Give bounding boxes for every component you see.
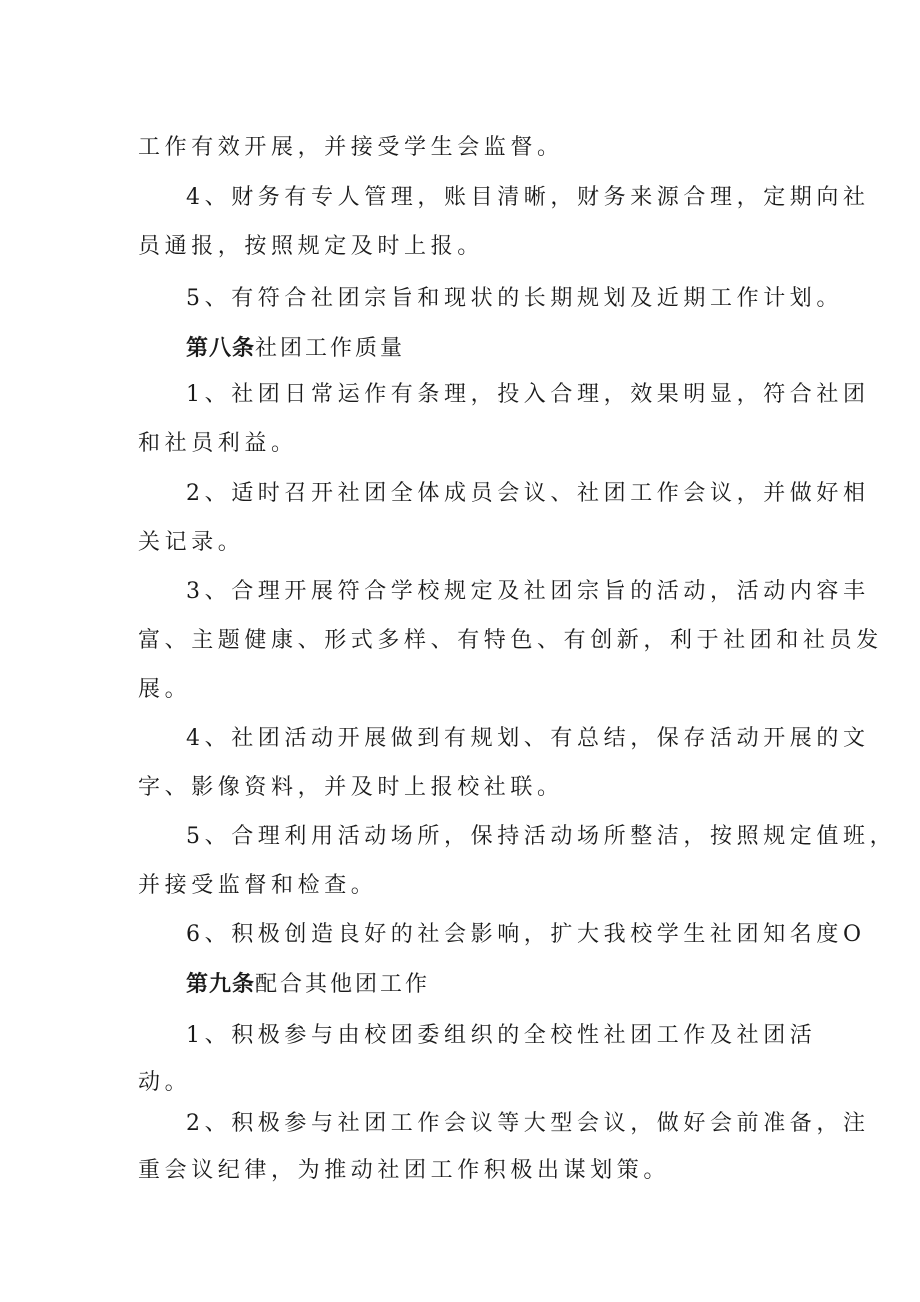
article-number: 第九条 <box>186 972 256 997</box>
paragraph-line: 并接受监督和检查。 <box>138 873 378 898</box>
paragraph-line: 重会议纪律，为推动社团工作积极出谋划策。 <box>138 1158 671 1183</box>
paragraph-line: 2、积极参与社团工作会议等大型会议，做好会前准备，注 <box>186 1111 870 1136</box>
article-title: 社团工作质量 <box>255 336 406 361</box>
paragraph-line: 2、适时召开社团全体成员会议、社团工作会议，并做好相 <box>186 481 870 506</box>
article-title: 配合其他团工作 <box>255 972 431 997</box>
article-heading <box>186 335 405 363</box>
paragraph-line: 1、积极参与由校团委组织的全校性社团工作及社团活 <box>186 1023 817 1048</box>
paragraph-line: 5、有符合社团宗旨和现状的长期规划及近期工作计划。 <box>186 286 843 311</box>
paragraph-line: 员通报，按照规定及时上报。 <box>138 234 484 259</box>
paragraph-line: 4、财务有专人管理，账目清晰，财务来源合理，定期向社 <box>186 185 870 210</box>
paragraph-line: 5、合理利用活动场所，保持活动场所整洁，按照规定值班， <box>186 824 897 849</box>
paragraph-line: 展。 <box>138 677 192 702</box>
paragraph-line: 关记录。 <box>138 530 245 555</box>
article-heading <box>186 971 430 999</box>
paragraph-line: 富、主题健康、形式多样、有特色、有创新，利于社团和社员发 <box>138 628 883 653</box>
paragraph-line: 3、合理开展符合学校规定及社团宗旨的活动，活动内容丰 <box>186 579 870 604</box>
paragraph-line: 工作有效开展，并接受学生会监督。 <box>138 135 564 160</box>
paragraph-line: 动。 <box>138 1070 192 1095</box>
paragraph-line: 和社员利益。 <box>138 431 298 456</box>
paragraph-line: 字、影像资料，并及时上报校社联。 <box>138 775 564 800</box>
paragraph-line: 1、社团日常运作有条理，投入合理，效果明显，符合社团 <box>186 382 870 407</box>
article-number: 第八条 <box>186 336 256 361</box>
paragraph-line: 4、社团活动开展做到有规划、有总结，保存活动开展的文 <box>186 726 870 751</box>
paragraph-line: 6、积极创造良好的社会影响，扩大我校学生社团知名度O <box>186 922 866 947</box>
